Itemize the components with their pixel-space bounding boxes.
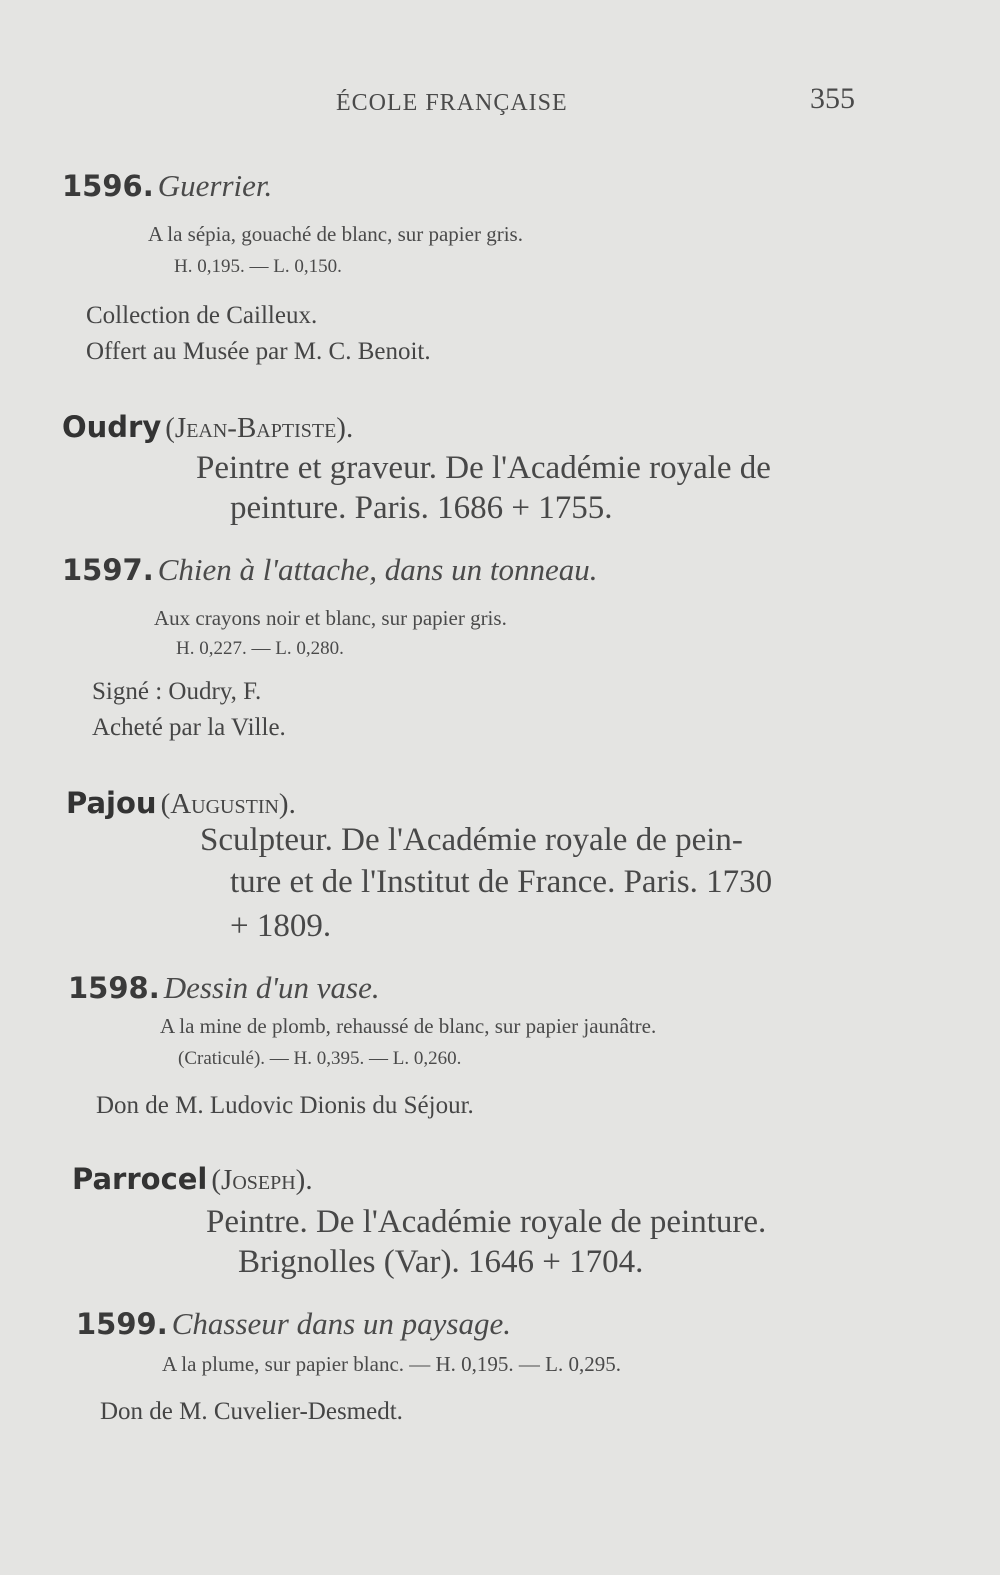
artist-bio: peinture. Paris. 1686 + 1755.: [230, 490, 613, 526]
artist-first-name: (Joseph).: [211, 1164, 313, 1196]
entry-note: Collection de Cailleux.: [86, 302, 318, 329]
entry-number: 1597.: [62, 553, 154, 587]
artist-bio: Peintre. De l'Académie royale de peinture.: [206, 1204, 767, 1240]
entry-title: Guerrier.: [157, 168, 273, 203]
entry-medium: Aux crayons noir et blanc, sur papier gris.: [154, 606, 507, 630]
artist-surname: Oudry: [62, 410, 162, 444]
entry-note: Don de M. Ludovic Dionis du Séjour.: [96, 1092, 474, 1119]
artist-bio: Peintre et graveur. De l'Académie royale de: [196, 450, 771, 486]
entry-title: Dessin d'un vase.: [163, 970, 380, 1005]
entry-1597-heading: [62, 552, 597, 588]
artist-bio: Sculpteur. De l'Académie royale de pein-: [200, 822, 743, 858]
entry-note: Acheté par la Ville.: [92, 714, 286, 741]
entry-number: 1596.: [62, 169, 154, 203]
entry-title: Chien à l'attache, dans un tonneau.: [157, 552, 598, 587]
entry-note: Don de M. Cuvelier-Desmedt.: [100, 1398, 403, 1425]
entry-dimensions: H. 0,227. — L. 0,280.: [176, 638, 344, 659]
entry-dimensions: H. 0,195. — L. 0,150.: [174, 256, 342, 277]
artist-heading-oudry: [62, 410, 353, 445]
artist-bio: Brignolles (Var). 1646 + 1704.: [238, 1244, 644, 1280]
entry-medium: A la mine de plomb, rehaussé de blanc, sur papier jaunâtre.: [160, 1014, 657, 1038]
artist-bio: ture et de l'Institut de France. Paris. 1730: [230, 864, 773, 900]
page-number: 355: [810, 82, 855, 115]
entry-1599-heading: [76, 1306, 511, 1342]
artist-heading-pajou: [66, 786, 296, 821]
entry-note: Offert au Musée par M. C. Benoit.: [86, 338, 431, 365]
entry-number: 1599.: [76, 1307, 168, 1341]
entry-number: 1598.: [68, 971, 160, 1005]
entry-medium: A la plume, sur papier blanc. — H. 0,195. — L. 0,295.: [162, 1352, 622, 1376]
entry-1596-heading: [62, 168, 272, 204]
artist-bio: + 1809.: [230, 908, 332, 944]
artist-first-name: (Augustin).: [160, 788, 296, 820]
artist-heading-parrocel: [72, 1162, 313, 1197]
entry-1598-heading: [68, 970, 380, 1006]
entry-title: Chasseur dans un paysage.: [171, 1306, 512, 1341]
artist-surname: Parrocel: [72, 1162, 208, 1196]
artist-first-name: (Jean-Baptiste).: [165, 412, 354, 444]
entry-medium: A la sépia, gouaché de blanc, sur papier gris.: [148, 222, 523, 246]
entry-note: Signé : Oudry, F.: [92, 678, 262, 705]
artist-surname: Pajou: [66, 786, 157, 820]
running-head: ÉCOLE FRANÇAISE: [336, 90, 568, 116]
entry-dimensions: (Craticulé). — H. 0,395. — L. 0,260.: [178, 1048, 462, 1069]
